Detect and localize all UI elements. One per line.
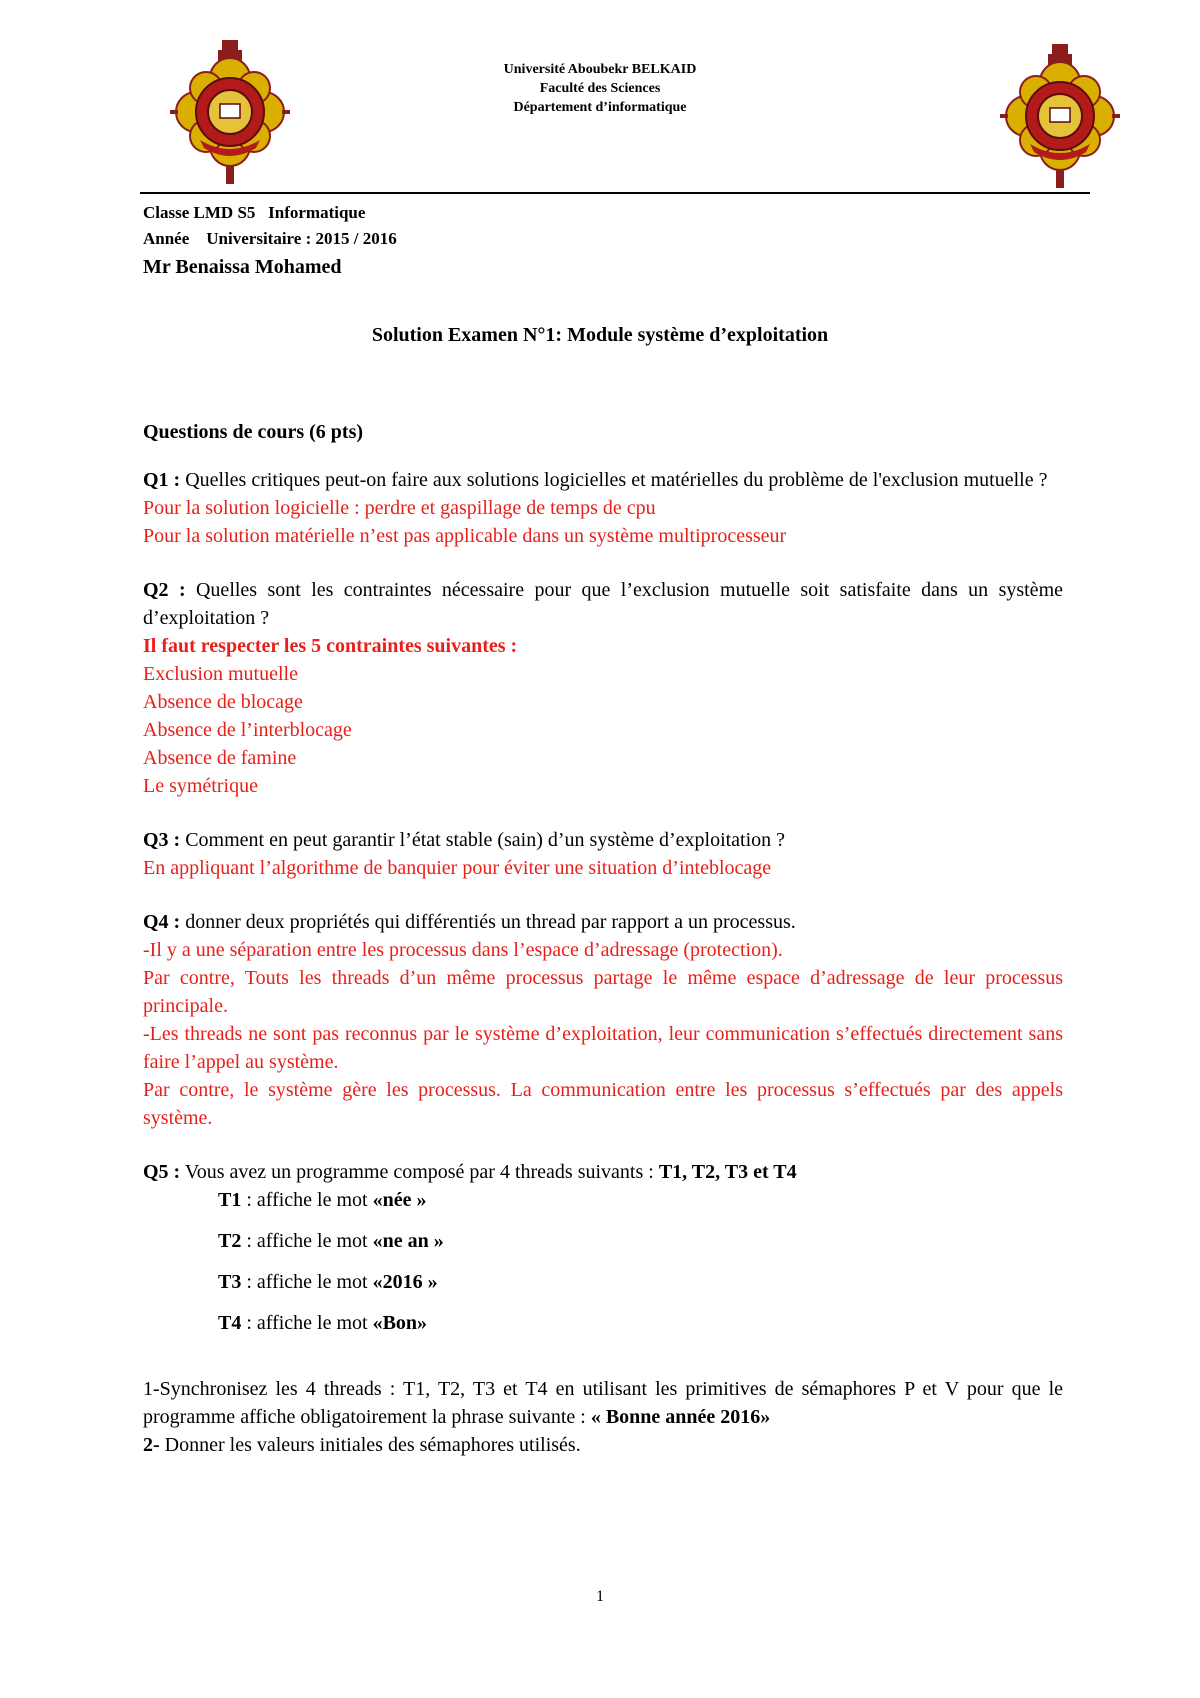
question-5-tasks [143, 1375, 1063, 1459]
thread-word: «ne an » [372, 1230, 444, 1252]
q2-answer-4: Absence de famine [143, 747, 297, 769]
q3-label: Q3 : [143, 829, 181, 851]
university-name: Université Aboubekr BELKAID [503, 62, 697, 77]
question-3 [143, 826, 1063, 882]
question-4 [143, 908, 1063, 1132]
q2-label: Q2 : [143, 579, 186, 601]
q1-answer-2: Pour la solution matérielle n’est pas applicable dans un système multiprocesseur [143, 525, 787, 547]
thread-item [143, 1227, 1063, 1255]
q5-label: Q5 : [143, 1161, 181, 1183]
thread-word: «2016 » [372, 1271, 438, 1293]
q4-answer-2: Par contre, Touts les threads d’un même processus partage le même espace d’adressage de leur processus principale. [143, 967, 1063, 1017]
q2-answer-1: Exclusion mutuelle [143, 663, 298, 685]
q1-label: Q1 : [143, 469, 181, 491]
question-5 [143, 1158, 1063, 1337]
question-1 [143, 466, 1063, 550]
q3-answer: En appliquant l’algorithme de banquier pour éviter une situation d’inteblocage [143, 857, 772, 879]
page-title: Solution Examen N°1: Module système d’exploitation [371, 324, 829, 346]
q3-text: Comment en peut garantir l’état stable (sain) d’un système d’exploitation ? [180, 829, 786, 851]
thread-item [143, 1309, 1063, 1337]
thread-text: : affiche le mot [241, 1189, 373, 1211]
class-line: Classe LMD S5 Informatique [143, 203, 366, 222]
task-1-text: 1-Synchronisez les 4 threads : T1, T2, T3 et T4 en utilisant les primitives de sémaphores P et V pour que le programme affiche obligatoirement la phrase suivante : [143, 1378, 1063, 1428]
exam-content [143, 418, 1063, 1459]
task-1 [143, 1375, 1063, 1431]
section-title: Questions de cours (6 pts) [143, 421, 364, 443]
thread-name: T3 [218, 1271, 242, 1293]
header-divider [140, 192, 1090, 194]
q2-answer-5: Le symétrique [143, 775, 258, 797]
task-2-text: Donner les valeurs initiales des sémaphores utilisés. [159, 1434, 581, 1456]
q1-answer-1: Pour la solution logicielle : perdre et gaspillage de temps de cpu [143, 497, 656, 519]
thread-text: : affiche le mot [241, 1312, 373, 1334]
thread-name: T4 [218, 1312, 242, 1334]
thread-word: «Bon» [372, 1312, 428, 1334]
q2-answer-heading: Il faut respecter les 5 contraintes suivantes : [143, 635, 518, 657]
university-seal-right [990, 42, 1130, 190]
thread-name: T1 [218, 1189, 242, 1211]
thread-name: T2 [218, 1230, 242, 1252]
task-2-label: 2- [143, 1434, 160, 1456]
department-name: Département d’informatique [513, 100, 687, 115]
question-2 [143, 576, 1063, 800]
faculty-name: Faculté des Sciences [539, 81, 661, 96]
q2-text: Quelles sont les contraintes nécessaire pour que l’exclusion mutuelle soit satisfaite dans un système d’exploitation ? [143, 579, 1063, 629]
q4-text: donner deux propriétés qui différentiés un thread par rapport a un processus. [180, 911, 796, 933]
year-line: Année Universitaire : 2015 / 2016 [143, 229, 397, 248]
q4-answer-1: -Il y a une séparation entre les processus dans l’espace d’adressage (protection). [143, 939, 783, 961]
q5-text: Vous avez un programme composé par 4 threads suivants : [180, 1161, 659, 1183]
exam-meta [143, 200, 397, 282]
thread-text: : affiche le mot [241, 1271, 373, 1293]
q5-threads-list: T1, T2, T3 et T4 [658, 1161, 797, 1183]
thread-item [143, 1186, 1063, 1214]
task-2 [143, 1431, 1063, 1459]
q2-answer-3: Absence de l’interblocage [143, 719, 352, 741]
q2-answer-2: Absence de blocage [143, 691, 303, 713]
page-number: 1 [596, 1588, 604, 1605]
teacher-name: Mr Benaissa Mohamed [143, 256, 342, 278]
header-institution [380, 60, 820, 117]
q4-label: Q4 : [143, 911, 181, 933]
q4-answer-3: -Les threads ne sont pas reconnus par le système d’exploitation, leur communication s’effectués directement sans faire l’appel au système. [143, 1023, 1063, 1073]
q1-text: Quelles critiques peut-on faire aux solutions logicielles et matérielles du problème de l'exclusion mutuelle ? [180, 469, 1048, 491]
q4-answer-4: Par contre, le système gère les processus. La communication entre les processus s’effectués par des appels système. [143, 1079, 1063, 1129]
university-seal-left [160, 38, 300, 186]
task-1-phrase: « Bonne année 2016» [590, 1406, 771, 1428]
thread-item [143, 1268, 1063, 1296]
thread-word: «née » [372, 1189, 427, 1211]
thread-text: : affiche le mot [241, 1230, 373, 1252]
